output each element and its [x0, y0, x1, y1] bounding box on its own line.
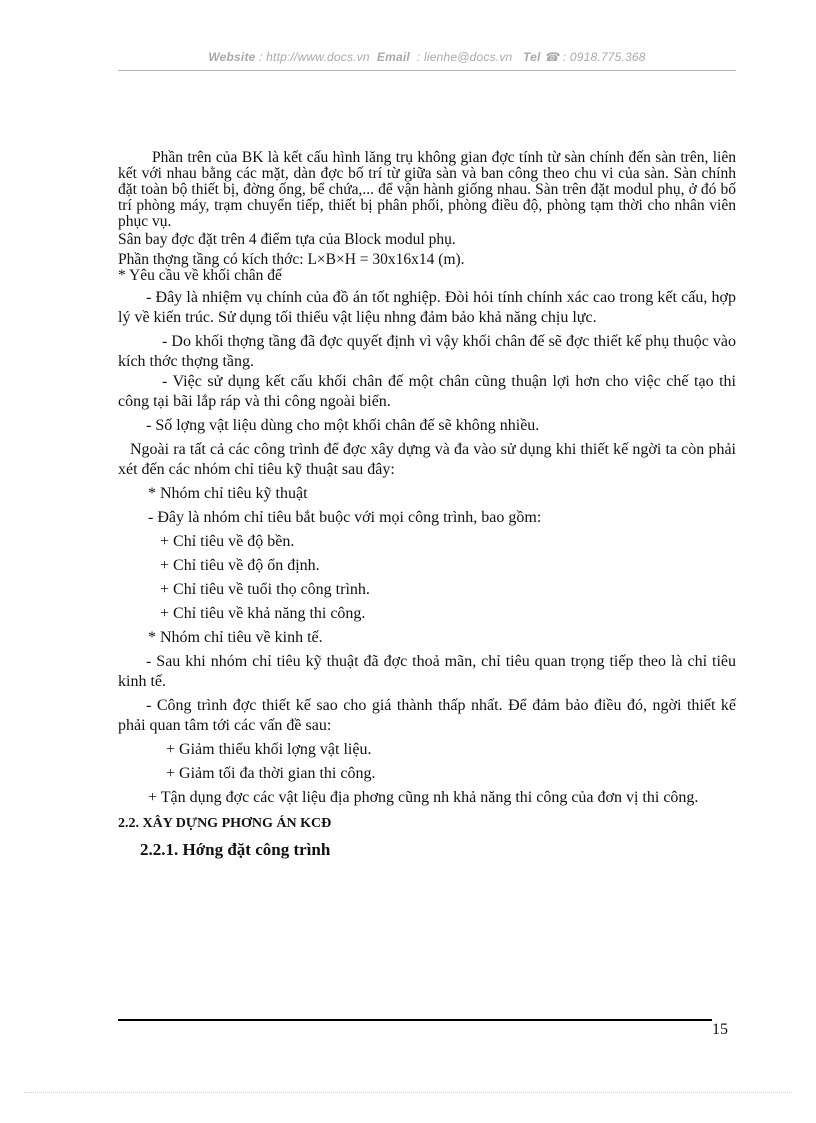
paragraph-cost-design: - Công trình đợc thiết kế sao cho giá thành thấp nhất. Để đảm bảo điều đó, ngời thiết kế phải quan tâm tới các vấn đề sau:: [118, 697, 736, 734]
list-item-stability: + Chỉ tiêu về độ ổn định.: [160, 557, 320, 574]
section-heading: 2.2. XÂY DỰNG PHƠNG ÁN KCĐ: [118, 816, 332, 831]
page-header: [118, 50, 736, 64]
paragraph-jacket-requirements-title: * Yêu cầu về khối chân đế: [118, 267, 282, 284]
paragraph-economic-criteria-desc: - Sau khi nhóm chỉ tiêu kỹ thuật đã đợc thoả mãn, chỉ tiêu quan trọng tiếp theo là chỉ tiêu kinh tế.: [118, 653, 736, 690]
paragraph-requirement-3: - Việc sử dụng kết cấu khối chân đế một chân cũng thuận lợi hơn cho việc chế tạo thi công tại bãi lắp ráp và thi công ngoài biển.: [118, 373, 736, 410]
document-body: [118, 150, 736, 860]
footer-divider: [118, 1019, 712, 1021]
list-item-local-materials: + Tận dụng đợc các vật liệu địa phơng cũng nh khả năng thi công của đơn vị thi công.: [148, 789, 699, 806]
list-item-reduce-material: + Giảm thiểu khối lợng vật liệu.: [166, 741, 372, 758]
email-value: : lienhe@docs.vn: [416, 50, 513, 64]
header-divider: [118, 70, 736, 71]
email-label: Email: [376, 50, 410, 64]
page-number: 15: [712, 1021, 728, 1038]
paragraph-requirement-4: - Số lợng vật liệu dùng cho một khối chân đế sẽ không nhiều.: [146, 417, 540, 434]
paragraph-economic-criteria-title: * Nhóm chỉ tiêu về kinh tế.: [148, 629, 323, 646]
list-item-constructability: + Chỉ tiêu về khả năng thi công.: [160, 605, 366, 622]
paragraph-structure-description: Phần trên của BK là kết cấu hình lăng trụ không gian đợc tính từ sàn chính đến sàn trên, liên kết với nhau bằng các mặt, dàn đợc bố trí từ giữa sàn và ban công theo chu vi của sàn. Sàn chính đặt toàn bộ thiết bị, đờng ống, bể chứa,... để vận hành giống nhau. Sàn trên đặt modul phụ, ở đó bố trí phòng máy, trạm chuyển tiếp, thiết bị phân phối, phòng điều độ, phòng tạm thời cho nhân viên phục vụ.: [118, 149, 736, 230]
paragraph-technical-criteria-desc: - Đây là nhóm chỉ tiêu bắt buộc với mọi công trình, bao gồm:: [148, 509, 542, 526]
paragraph-requirement-2: - Do khối thợng tầng đã đợc quyết định vì vậy khối chân đế sẽ đợc thiết kế phụ thuộc vào kích thớc thợng tầng.: [118, 333, 736, 370]
list-item-lifespan: + Chỉ tiêu về tuổi thọ công trình.: [160, 581, 370, 598]
list-item-reduce-time: + Giảm tối đa thời gian thi công.: [166, 765, 376, 782]
list-item-durability: + Chỉ tiêu về độ bền.: [160, 533, 295, 550]
tel-label: Tel: [523, 50, 541, 64]
paragraph-technical-criteria-title: * Nhóm chỉ tiêu kỹ thuật: [148, 485, 308, 502]
bottom-dotted-line: [24, 1092, 792, 1093]
website-value: : http://www.docs.vn: [259, 50, 370, 64]
tel-value: ☎ : 0918.775.368: [544, 50, 646, 64]
subsection-heading: 2.2.1. Hớng đặt công trình: [140, 840, 331, 859]
paragraph-criteria-intro: Ngoài ra tất cả các công trình để đợc xây dựng và đa vào sử dụng khi thiết kế ngời ta còn phải xét đến các nhóm chỉ tiêu kỹ thuật sau đây:: [118, 441, 736, 478]
paragraph-helipad: Sân bay đợc đặt trên 4 điểm tựa của Block modul phụ.: [118, 231, 456, 248]
paragraph-requirement-1: - Đây là nhiệm vụ chính của đồ án tốt nghiệp. Đòi hỏi tính chính xác cao trong kết cấu, hợp lý về kiến trúc. Sử dụng tối thiểu vật liệu nhng đảm bảo khả năng chịu lực.: [118, 289, 736, 326]
paragraph-topside-dimensions: Phần thợng tầng có kích thớc: L×B×H = 30x16x14 (m).: [118, 251, 465, 268]
website-label: Website: [208, 50, 256, 64]
